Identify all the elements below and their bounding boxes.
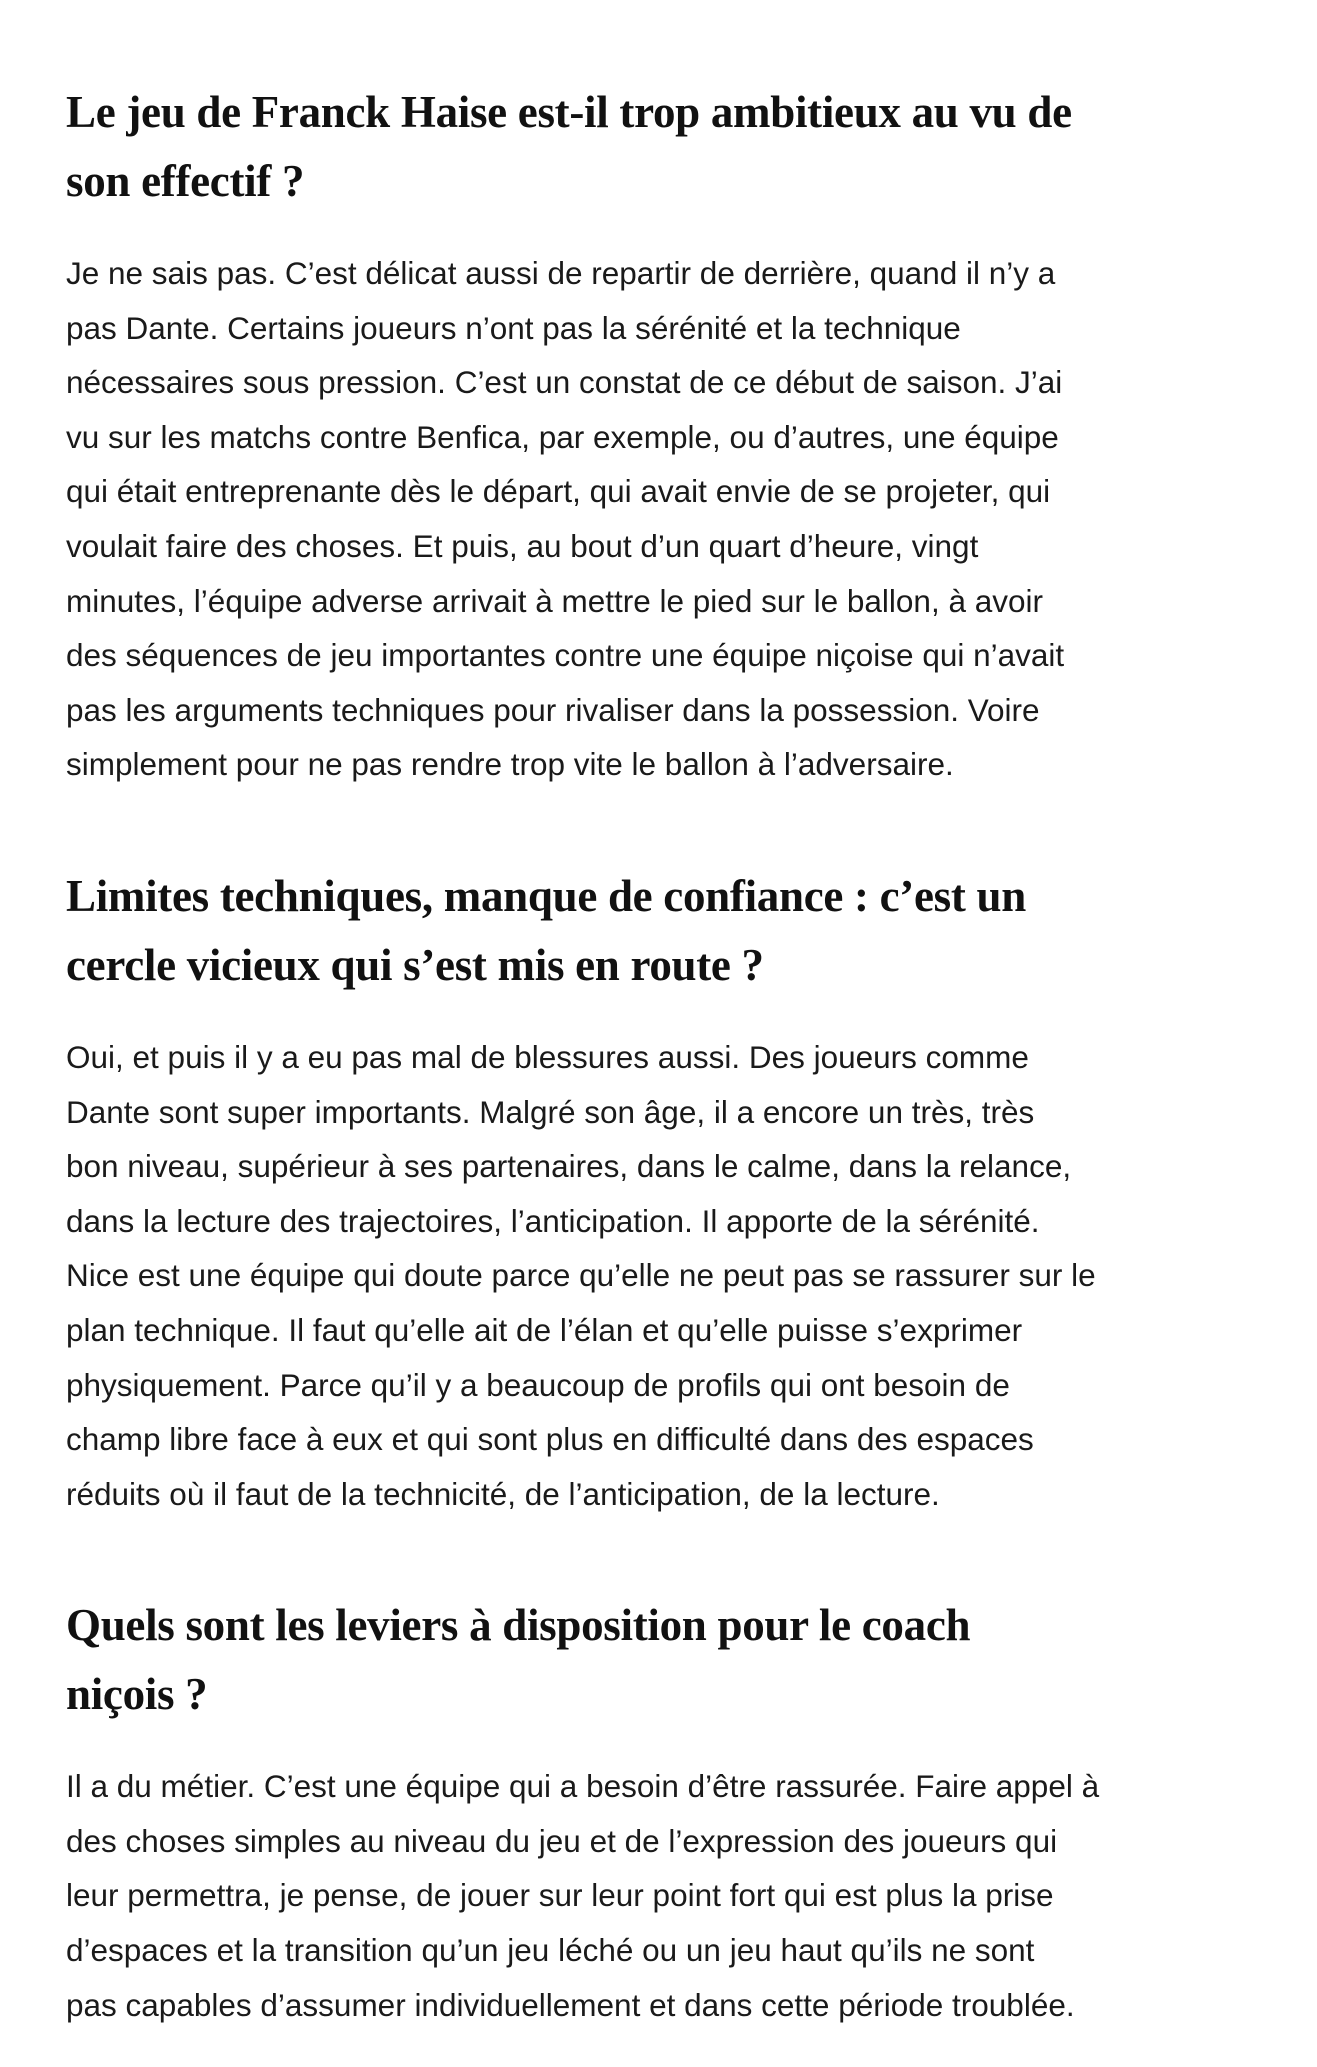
paragraph-line: pas capables d’assumer individuellement et dans cette période troublée. — [66, 1986, 1075, 2023]
paragraph-line: plan technique. Il faut qu’elle ait de l’élan et qu’elle puisse s’exprimer — [66, 1311, 1023, 1348]
paragraph-line: simplement pour ne pas rendre trop vite le ballon à l’adversaire. — [66, 746, 954, 783]
paragraph-line: Il a du métier. C’est une équipe qui a besoin d’être rassurée. Faire appel à — [66, 1768, 1100, 1805]
paragraph-line: des choses simples au niveau du jeu et de l’expression des joueurs qui — [66, 1822, 1058, 1859]
section-heading — [66, 78, 1306, 216]
heading-line: Limites techniques, manque de confiance : c’est un — [66, 870, 1026, 921]
section-paragraph — [66, 1759, 1306, 2032]
paragraph-line: vu sur les matchs contre Benfica, par exemple, ou d’autres, une équipe — [66, 418, 1059, 455]
paragraph-line: voulait faire des choses. Et puis, au bout d’un quart d’heure, vingt — [66, 527, 979, 564]
paragraph-line: qui était entreprenante dès le départ, qui avait envie de se projeter, qui — [66, 473, 1051, 510]
paragraph-line: pas les arguments techniques pour rivaliser dans la possession. Voire — [66, 691, 1040, 728]
paragraph-line: Nice est une équipe qui doute parce qu’elle ne peut pas se rassurer sur le — [66, 1257, 1096, 1294]
paragraph-line: physiquement. Parce qu’il y a beaucoup de profils qui ont besoin de — [66, 1366, 1010, 1403]
article-body — [66, 78, 1306, 2032]
heading-line: Quels sont les leviers à disposition pour le coach — [66, 1600, 971, 1651]
paragraph-line: leur permettra, je pense, de jouer sur leur point fort qui est plus la prise — [66, 1877, 1054, 1914]
section-heading — [66, 1591, 1306, 1729]
section-paragraph — [66, 246, 1306, 792]
heading-line: niçois ? — [66, 1669, 208, 1720]
paragraph-line: Dante sont super importants. Malgré son âge, il a encore un très, très — [66, 1093, 1035, 1130]
paragraph-line: des séquences de jeu importantes contre une équipe niçoise qui n’avait — [66, 637, 1065, 674]
paragraph-line: nécessaires sous pression. C’est un constat de ce début de saison. J’ai — [66, 364, 1063, 401]
heading-line: Le jeu de Franck Haise est-il trop ambitieux au vu de — [66, 87, 1072, 137]
paragraph-line: Je ne sais pas. C’est délicat aussi de repartir de derrière, quand il n’y a — [66, 255, 1056, 291]
paragraph-line: champ libre face à eux et qui sont plus en difficulté dans des espaces — [66, 1421, 1034, 1458]
paragraph-line: minutes, l’équipe adverse arrivait à mettre le pied sur le ballon, à avoir — [66, 582, 1043, 619]
paragraph-line: pas Dante. Certains joueurs n’ont pas la sérénité et la technique — [66, 309, 961, 346]
paragraph-line: bon niveau, supérieur à ses partenaires, dans le calme, dans la relance, — [66, 1148, 1072, 1185]
heading-line: son effectif ? — [66, 156, 305, 206]
paragraph-line: d’espaces et la transition qu’un jeu léché ou un jeu haut qu’ils ne sont — [66, 1932, 1035, 1969]
section-paragraph — [66, 1030, 1306, 1521]
paragraph-line: dans la lecture des trajectoires, l’anticipation. Il apporte de la sérénité. — [66, 1202, 1040, 1239]
paragraph-line: Oui, et puis il y a eu pas mal de blessures aussi. Des joueurs comme — [66, 1038, 1029, 1075]
heading-line: cercle vicieux qui s’est mis en route ? — [66, 939, 764, 990]
section-heading — [66, 862, 1306, 1000]
paragraph-line: réduits où il faut de la technicité, de l’anticipation, de la lecture. — [66, 1475, 940, 1512]
